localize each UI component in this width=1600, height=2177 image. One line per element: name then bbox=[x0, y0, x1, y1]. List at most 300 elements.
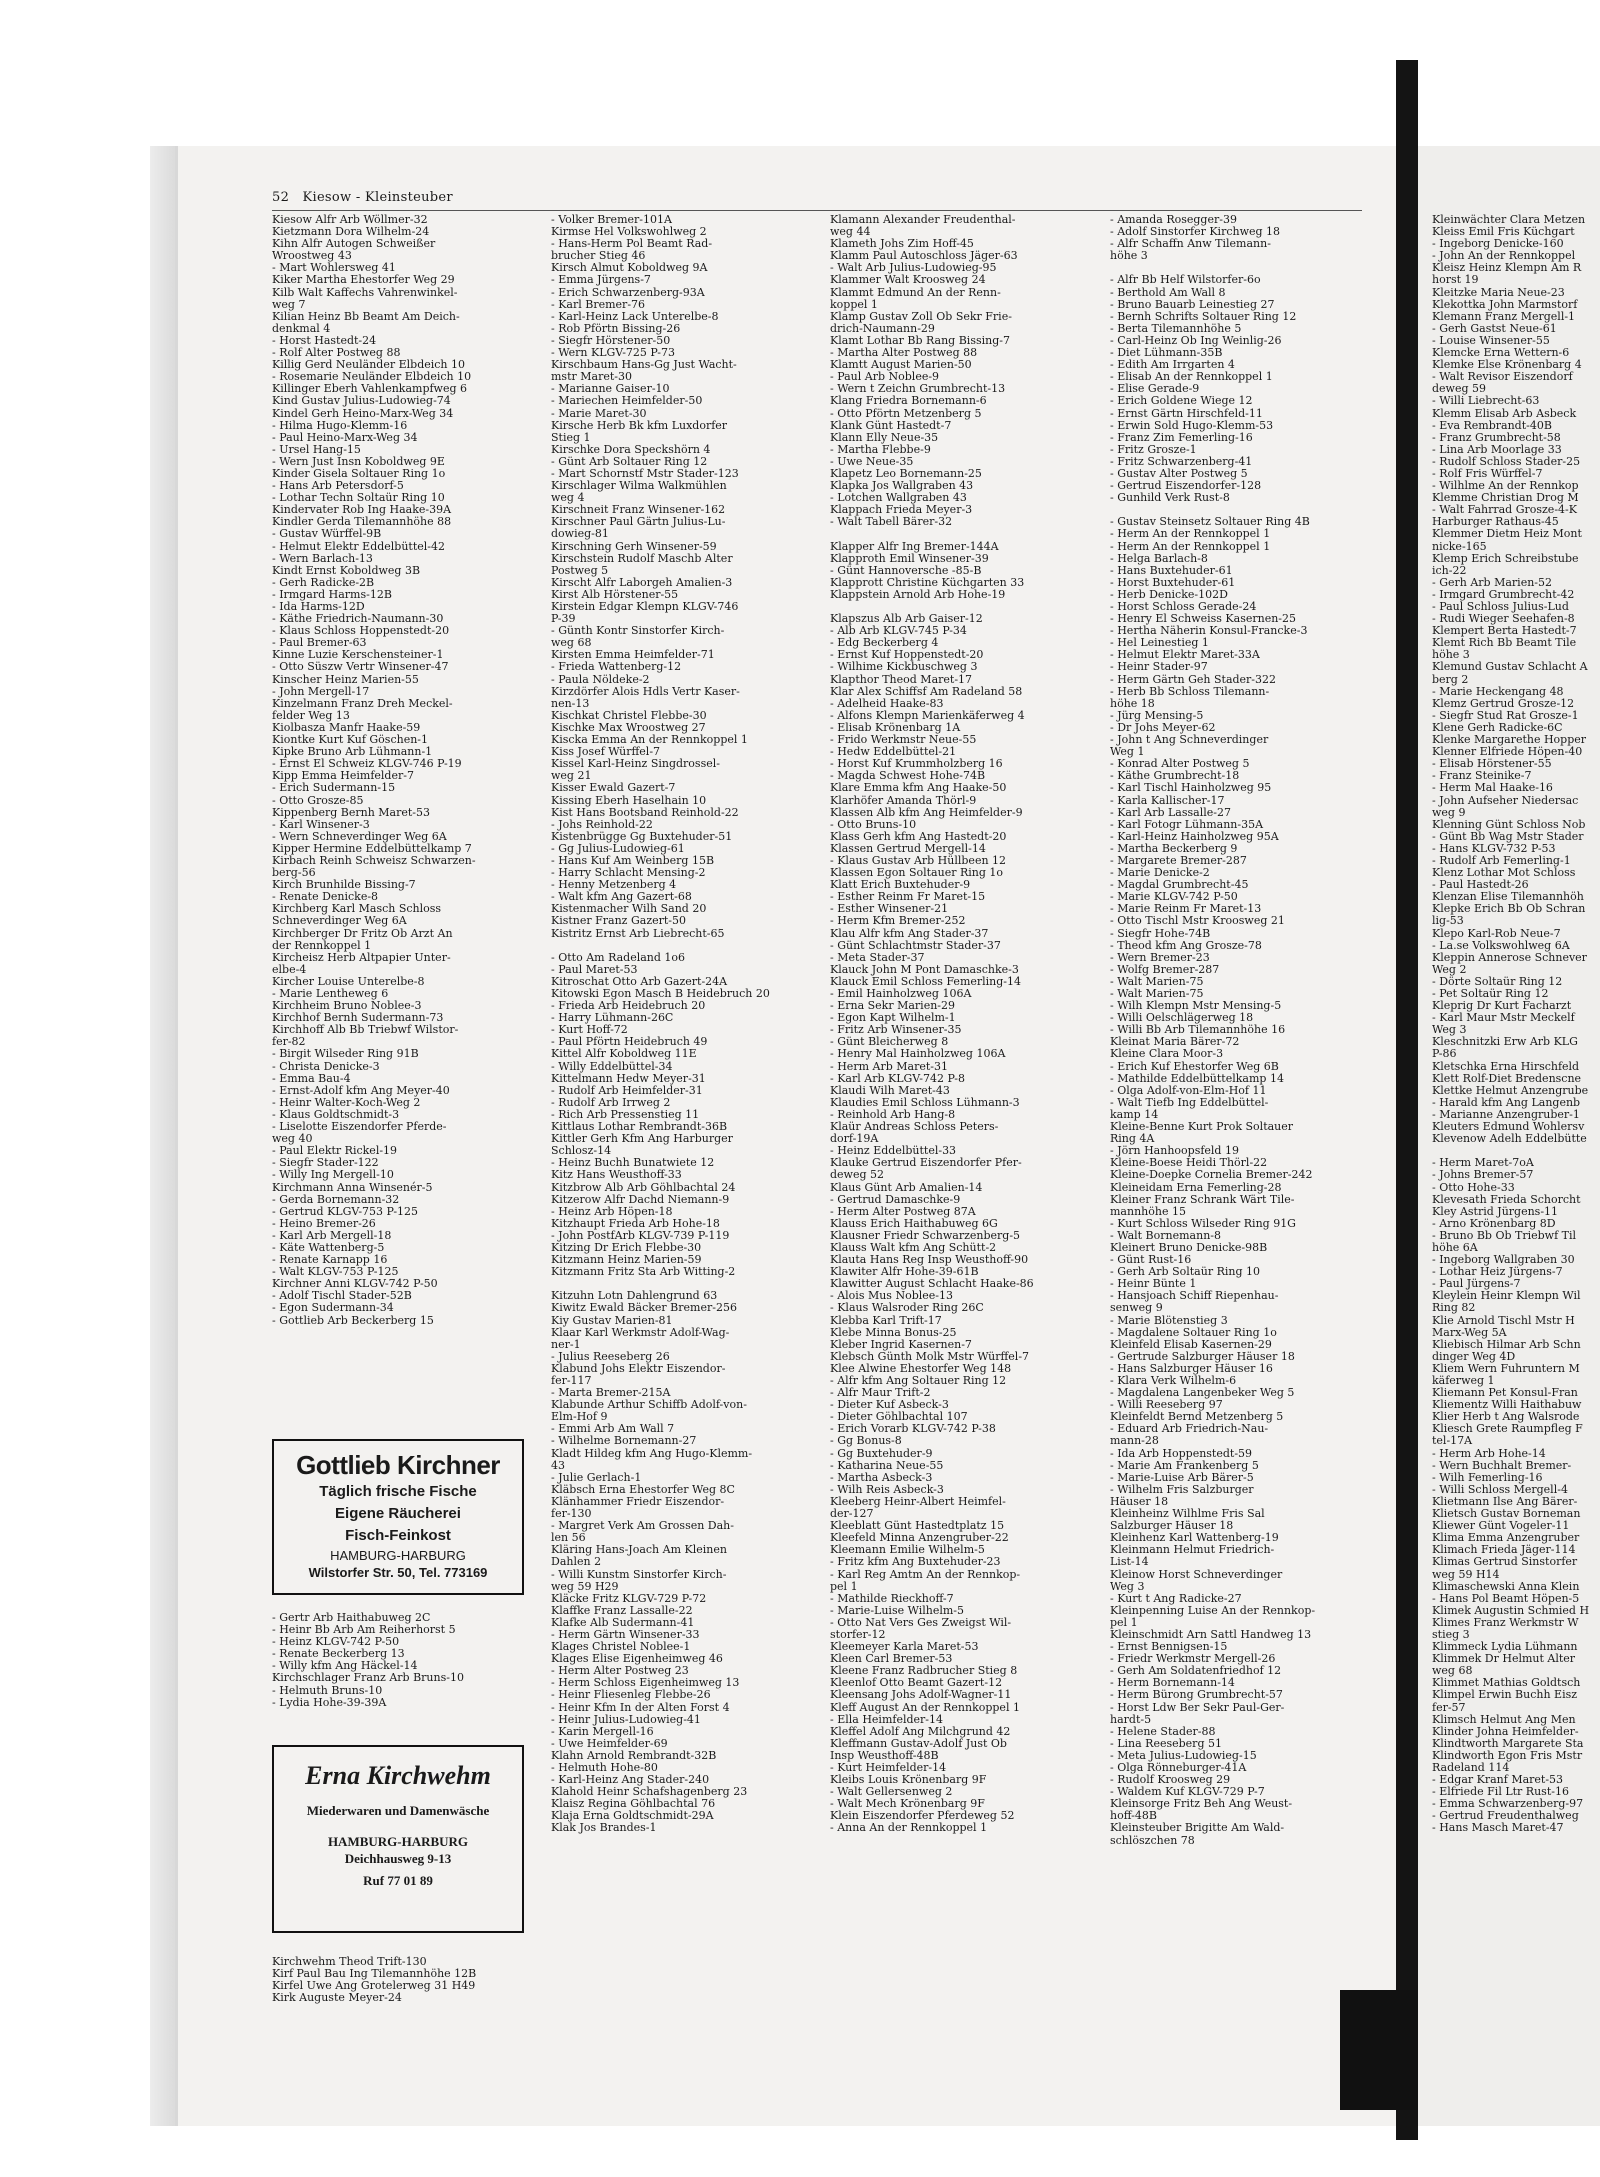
directory-entry: - Alfr Bb Helf Wilstorfer-6o bbox=[1110, 273, 1261, 287]
directory-entry: Kietzmann Dora Wilhelm-24 bbox=[272, 225, 430, 239]
directory-entry: Kleffmann Gustav-Adolf Just Ob bbox=[830, 1736, 1007, 1750]
directory-entry: Klimes Franz Werkmstr W bbox=[1432, 1615, 1579, 1629]
directory-entry: - Willy kfm Ang Häckel-14 bbox=[272, 1659, 418, 1673]
directory-entry: Kipp Emma Heimfelder-7 bbox=[272, 769, 414, 783]
directory-entry: Klinder Johna Heimfelder- bbox=[1432, 1724, 1579, 1738]
directory-entry: - Wern Barlach-13 bbox=[272, 551, 373, 565]
directory-entry: Klaffke Franz Lassalle-22 bbox=[551, 1603, 693, 1617]
ad-line: Fisch-Feinkost bbox=[345, 1527, 451, 1544]
directory-entry: Klepke Erich Bb Ob Schran bbox=[1432, 902, 1586, 916]
directory-entry: deweg 52 bbox=[830, 1168, 885, 1182]
directory-entry: tel-17A bbox=[1432, 1434, 1473, 1448]
directory-entry: Klameth Johs Zim Hoff-45 bbox=[830, 237, 974, 251]
directory-entry: - Frieda Arb Heidebruch 20 bbox=[551, 999, 706, 1013]
directory-entry: - Günth Kontr Sinstorfer Kirch- bbox=[551, 624, 725, 638]
directory-entry: - Meta Stader-37 bbox=[830, 950, 925, 964]
directory-entry: Kitroschat Otto Arb Gazert-24A bbox=[551, 974, 728, 988]
directory-entry: senweg 9 bbox=[1110, 1301, 1163, 1315]
page-title: Kiesow - Kleinsteuber bbox=[302, 190, 453, 205]
directory-entry: - Gunhild Verk Rust-8 bbox=[1110, 491, 1230, 505]
directory-entry: - Rudolf Kroosweg 29 bbox=[1110, 1773, 1231, 1787]
directory-entry: - Hansjoach Schiff Riepenhau- bbox=[1110, 1289, 1279, 1303]
directory-entry: - Rudolf Arb Femerling-1 bbox=[1432, 853, 1571, 867]
directory-entry: Klimmet Mathias Goldtsch bbox=[1432, 1676, 1581, 1690]
directory-entry: - Käthe Grumbrecht-18 bbox=[1110, 769, 1240, 783]
directory-entry: - Karl-Heinz Hainholzweg 95A bbox=[1110, 829, 1279, 843]
directory-entry: dowieg-81 bbox=[551, 527, 609, 541]
directory-entry: - Wern Just Insn Koboldweg 9E bbox=[272, 454, 445, 468]
directory-entry: - Kurt Schloss Wilseder Ring 91G bbox=[1110, 1216, 1296, 1230]
directory-entry: - Margret Verk Am Grossen Dah- bbox=[551, 1519, 734, 1533]
directory-entry: - Willi Oelschlägerweg 18 bbox=[1110, 1011, 1254, 1025]
directory-entry: - Gerh Arb Soltaür Ring 10 bbox=[1110, 1265, 1261, 1279]
directory-entry: - Magdal Grumbrecht-45 bbox=[1110, 878, 1249, 892]
directory-entry: höhe 18 bbox=[1110, 696, 1155, 710]
directory-entry: - Walt Marien-75 bbox=[1110, 987, 1204, 1000]
directory-entry: - Otto Bruns-10 bbox=[830, 817, 917, 831]
directory-entry: - Ernst Kuf Hoppenstedt-20 bbox=[830, 648, 984, 662]
directory-entry: nen-13 bbox=[551, 696, 590, 710]
directory-entry: Klemund Gustav Schlacht A bbox=[1432, 660, 1588, 674]
directory-entry: deweg 59 bbox=[1432, 382, 1487, 396]
directory-entry: - Heino Bremer-26 bbox=[272, 1216, 376, 1230]
directory-entry: kamp 14 bbox=[1110, 1107, 1159, 1121]
directory-entry: - Helmut Elektr Eddelbüttel-42 bbox=[272, 539, 446, 553]
directory-entry: 43 bbox=[551, 1458, 565, 1472]
directory-entry: - Walt Tabell Bärer-32 bbox=[830, 515, 953, 529]
directory-entry: - Karl Arb KLGV-742 P-8 bbox=[830, 1071, 965, 1085]
advertisement-kirchwehm bbox=[272, 1745, 524, 1933]
directory-entry: Kircheisz Herb Altpapier Unter- bbox=[272, 950, 451, 964]
directory-entry: Kindt Ernst Koboldweg 3B bbox=[272, 563, 421, 577]
directory-entry: - Herm Arb Maret-31 bbox=[830, 1059, 948, 1073]
directory-entry: Klenning Günt Schloss Nob bbox=[1432, 817, 1586, 831]
directory-entry: - Liselotte Eiszendorfer Pferde- bbox=[272, 1120, 447, 1134]
directory-entry: - Elise Gerade-9 bbox=[1110, 382, 1200, 396]
directory-entry: Kindervater Rob Ing Haake-39A bbox=[272, 503, 452, 517]
directory-entry: - Julius Reeseberg 26 bbox=[551, 1349, 670, 1363]
directory-entry: Kirfel Uwe Ang Grotelerweg 31 H49 bbox=[272, 1979, 476, 1993]
directory-entry: Kleensang Johs Adolf-Wagner-11 bbox=[830, 1688, 1012, 1702]
directory-entry: - Hans KLGV-732 P-53 bbox=[1432, 841, 1556, 855]
directory-entry: Klebsch Günth Molk Mstr Würffel-7 bbox=[830, 1349, 1030, 1363]
directory-entry: - Erich Kuf Ehestorfer Weg 6B bbox=[1110, 1059, 1279, 1073]
directory-entry: - Marie-Luise Wilhelm-5 bbox=[830, 1603, 965, 1617]
directory-entry: Klebba Karl Trift-17 bbox=[830, 1313, 942, 1327]
directory-entry: - Marie Lentheweg 6 bbox=[272, 987, 389, 1000]
directory-entry bbox=[830, 528, 1080, 540]
column-1-tail bbox=[272, 1956, 522, 2004]
directory-entry: - John An der Rennkoppel bbox=[1432, 249, 1576, 263]
directory-entry: - Marie Heckengang 48 bbox=[1432, 684, 1564, 698]
directory-entry: - Walt KLGV-753 P-125 bbox=[272, 1265, 399, 1279]
directory-entry: - Walt Tiefb Ing Eddelbüttel- bbox=[1110, 1095, 1269, 1109]
directory-entry: Klank Günt Hastedt-7 bbox=[830, 418, 952, 432]
directory-entry: Klimaschewski Anna Klein bbox=[1432, 1579, 1580, 1593]
directory-entry: - Friedr Werkmstr Mergell-26 bbox=[1110, 1652, 1276, 1666]
directory-entry: - Christa Denicke-3 bbox=[272, 1059, 380, 1073]
directory-entry: horst 19 bbox=[1432, 273, 1479, 287]
directory-entry: Klett Rolf-Diet Bredenscne bbox=[1432, 1071, 1582, 1085]
directory-entry: berg-56 bbox=[272, 866, 316, 880]
directory-entry: Kleinwächter Clara Metzen bbox=[1432, 214, 1586, 226]
directory-entry: - Elisab An der Rennkoppel 1 bbox=[1110, 370, 1273, 384]
directory-entry: - Dr Johs Meyer-62 bbox=[1110, 720, 1216, 734]
directory-entry: Killinger Eberh Vahlenkampfweg 6 bbox=[272, 382, 468, 396]
directory-entry: - Birgit Wilseder Ring 91B bbox=[272, 1047, 419, 1061]
directory-entry: - Arno Krönenbarg 8D bbox=[1432, 1216, 1556, 1230]
directory-entry: Kistritz Ernst Arb Liebrecht-65 bbox=[551, 926, 725, 940]
directory-entry: - Dörte Soltaür Ring 12 bbox=[1432, 974, 1563, 988]
directory-entry: Kistenbrügge Gg Buxtehuder-51 bbox=[551, 829, 733, 843]
directory-entry: - Magdalena Langenbeker Weg 5 bbox=[1110, 1386, 1295, 1400]
ad-title: Erna Kirchwehm bbox=[305, 1761, 491, 1790]
directory-entry: - Hans Salzburger Häuser 16 bbox=[1110, 1361, 1273, 1375]
directory-entry: - Klaus Gustav Arb Hüllbeen 12 bbox=[830, 853, 1007, 867]
directory-entry: mstr Maret-30 bbox=[551, 370, 632, 384]
directory-entry: Kliebisch Hilmar Arb Schn bbox=[1432, 1337, 1581, 1351]
directory-entry: Kiwitz Ewald Bäcker Bremer-256 bbox=[551, 1301, 737, 1315]
directory-entry: weg 44 bbox=[830, 225, 871, 239]
directory-entry: Kleinmann Helmut Friedrich- bbox=[1110, 1543, 1275, 1557]
directory-entry: Radeland 114 bbox=[1432, 1761, 1510, 1774]
directory-entry: ner-1 bbox=[551, 1337, 581, 1351]
directory-entry: Klenz Lothar Mot Schloss bbox=[1432, 866, 1576, 880]
directory-entry: Kleine-Benne Kurt Prok Soltauer bbox=[1110, 1120, 1294, 1134]
directory-entry: - Wern Buchhalt Bremer- bbox=[1432, 1458, 1572, 1472]
directory-entry: Kleylein Heinr Klempn Wil bbox=[1432, 1289, 1581, 1303]
directory-entry: - Harry Lühmann-26C bbox=[551, 1011, 674, 1025]
directory-entry: - Walt Bornemann-8 bbox=[1110, 1228, 1221, 1242]
directory-entry: weg 68 bbox=[551, 636, 592, 650]
directory-entry: - Mathilde Rieckhoff-7 bbox=[830, 1591, 954, 1605]
directory-entry: - Franz Steinike-7 bbox=[1432, 769, 1532, 783]
directory-entry: Kirchhof Bernh Sudermann-73 bbox=[272, 1011, 444, 1025]
directory-entry: - Henry Mal Hainholzweg 106A bbox=[830, 1047, 1006, 1061]
directory-entry: - Hans Kuf Am Weinberg 15B bbox=[551, 853, 715, 867]
directory-entry: Klafke Alb Sudermann-41 bbox=[551, 1615, 695, 1629]
directory-entry: Kipke Bruno Arb Lühmann-1 bbox=[272, 745, 433, 759]
directory-entry: - Alfons Klempn Marienkäferweg 4 bbox=[830, 708, 1025, 722]
directory-entry: Kischke Max Wroostweg 27 bbox=[551, 720, 706, 734]
directory-entry: denkmal 4 bbox=[272, 321, 331, 335]
directory-entry: Stieg 1 bbox=[551, 430, 591, 444]
directory-entry: Klauck Emil Schloss Femerling-14 bbox=[830, 974, 1022, 988]
directory-entry: felder Weg 13 bbox=[272, 708, 350, 722]
directory-entry: Kissing Eberh Haselhain 10 bbox=[551, 793, 707, 807]
directory-entry: - Käte Wattenberg-5 bbox=[272, 1240, 385, 1254]
directory-entry: Kitowski Egon Masch B Heidebruch 20 bbox=[551, 987, 770, 1000]
directory-entry: - Fritz kfm Ang Buxtehuder-23 bbox=[830, 1555, 1001, 1569]
directory-entry: Klammer Walt Kroosweg 24 bbox=[830, 273, 986, 287]
directory-entry: - John Mergell-17 bbox=[272, 684, 370, 698]
directory-entry: - Meta Julius-Ludowieg-15 bbox=[1110, 1748, 1257, 1762]
directory-entry: - Otto Pförtn Metzenberg 5 bbox=[830, 406, 982, 420]
directory-entry: Kirschlager Wilma Walkmühlen bbox=[551, 479, 727, 493]
directory-entry: - Emma Jürgens-7 bbox=[551, 273, 651, 287]
directory-entry: - Heinr Bb Arb Am Reiherhorst 5 bbox=[272, 1623, 456, 1637]
directory-entry: - Karl Bremer-76 bbox=[551, 297, 646, 311]
directory-entry: Klappach Frieda Meyer-3 bbox=[830, 503, 973, 517]
directory-entry: fer-117 bbox=[551, 1374, 592, 1387]
directory-entry: Kliementz Willi Haithabuw bbox=[1432, 1398, 1582, 1412]
directory-entry: - Günt Schlachtmstr Stader-37 bbox=[830, 938, 1001, 952]
directory-entry: - Karl Arb Mergell-18 bbox=[272, 1228, 392, 1242]
directory-entry: Kirschbaum Hans-Gg Just Wacht- bbox=[551, 358, 737, 372]
directory-entry: - Mart Schornstf Mstr Stader-123 bbox=[551, 466, 739, 480]
directory-entry: Kiker Martha Ehestorfer Weg 29 bbox=[272, 273, 455, 287]
directory-entry: Klietmann Ilse Ang Bärer- bbox=[1432, 1494, 1578, 1508]
directory-entry: Kirstein Edgar Klempn KLGV-746 bbox=[551, 600, 739, 613]
directory-entry: Kirschner Paul Gärtn Julius-Lu- bbox=[551, 515, 726, 529]
directory-entry: - Gertrud Eiszendorfer-128 bbox=[1110, 479, 1262, 493]
directory-entry: - Heinz Buchh Bunatwiete 12 bbox=[551, 1156, 715, 1170]
directory-entry: - Wilhelm Fris Salzburger bbox=[1110, 1482, 1254, 1496]
directory-entry: - Rolf Alter Postweg 88 bbox=[272, 346, 401, 360]
directory-entry: - Wilhelme Bornemann-27 bbox=[551, 1434, 697, 1448]
scan-edge bbox=[1340, 1990, 1418, 2110]
directory-entry: Kirchmann Anna Winsenér-5 bbox=[272, 1180, 433, 1194]
directory-entry: Kirsch Almut Koboldweg 9A bbox=[551, 261, 708, 275]
directory-entry: Kipper Hermine Eddelbüttelkamp 7 bbox=[272, 841, 472, 855]
directory-entry: - Horst Hastedt-24 bbox=[272, 333, 377, 347]
directory-entry: - Wilh Reis Asbeck-3 bbox=[830, 1482, 944, 1496]
directory-entry: - Willy Eddelbüttel-34 bbox=[551, 1059, 673, 1073]
directory-entry: - Erich Vorarb KLGV-742 P-38 bbox=[830, 1422, 996, 1436]
directory-entry: - Reinhold Arb Hang-8 bbox=[830, 1107, 956, 1121]
directory-entry: - Paul Maret-53 bbox=[551, 962, 638, 976]
directory-entry: - Martha Alter Postweg 88 bbox=[830, 346, 978, 360]
directory-entry: - Emmi Arb Am Wall 7 bbox=[551, 1422, 675, 1436]
directory-entry: - Jörn Hanhoopsfeld 19 bbox=[1110, 1144, 1239, 1158]
directory-entry: Klapper Alfr Ing Bremer-144A bbox=[830, 539, 999, 553]
directory-entry: - Herm Maret-7oA bbox=[1432, 1156, 1534, 1170]
directory-entry: - Mathilde Eddelbüttelkamp 14 bbox=[1110, 1071, 1284, 1085]
directory-entry: - Olga Rönneburger-41A bbox=[1110, 1761, 1247, 1774]
directory-entry: - Herm Mal Haake-16 bbox=[1432, 781, 1553, 795]
directory-entry: - Renate Karnapp 16 bbox=[272, 1253, 388, 1267]
directory-entry: Klepo Karl-Rob Neue-7 bbox=[1432, 926, 1561, 940]
directory-entry: Klappstein Arnold Arb Hohe-19 bbox=[830, 587, 1006, 601]
directory-entry: - Walt Fahrrad Grosze-4-K bbox=[1432, 503, 1577, 517]
page-header bbox=[272, 190, 453, 205]
directory-entry: Wroostweg 43 bbox=[272, 249, 352, 263]
directory-entry: weg 7 bbox=[272, 297, 306, 311]
directory-entry: - Helmuth Hohe-80 bbox=[551, 1761, 658, 1774]
directory-entry: - Franz Grumbrecht-58 bbox=[1432, 430, 1561, 444]
directory-entry: Dahlen 2 bbox=[551, 1555, 602, 1569]
directory-entry: Klevenow Adelh Eddelbütte bbox=[1432, 1132, 1587, 1146]
directory-entry: Kirchwehm Theod Trift-130 bbox=[272, 1955, 427, 1968]
directory-entry: Klammt Edmund An der Renn- bbox=[830, 285, 1001, 299]
directory-entry: Kleine-Doepke Cornelia Bremer-242 bbox=[1110, 1168, 1313, 1182]
directory-entry: - Walt Arb Julius-Ludowieg-95 bbox=[830, 261, 997, 275]
directory-entry: - Bruno Bb Ob Triebwf Til bbox=[1432, 1228, 1577, 1242]
directory-entry: - Günt Rust-16 bbox=[1110, 1253, 1192, 1267]
directory-entry: Klemann Franz Mergell-1 bbox=[1432, 309, 1576, 323]
directory-entry: - Alfr Schaffn Anw Tilemann- bbox=[1110, 237, 1271, 251]
directory-entry: - Renate Denicke-8 bbox=[272, 890, 379, 904]
directory-entry: - Lothar Techn Soltaür Ring 10 bbox=[272, 491, 445, 505]
directory-entry: käferweg 1 bbox=[1432, 1374, 1495, 1387]
directory-entry: - Heinr Kfm In der Alten Forst 4 bbox=[551, 1700, 730, 1714]
directory-entry: - Alb Arb KLGV-745 P-34 bbox=[830, 624, 967, 638]
directory-entry: Kirmse Hel Volkswohlweg 2 bbox=[551, 225, 707, 239]
directory-entry: - Ernst El Schweiz KLGV-746 P-19 bbox=[272, 757, 462, 771]
directory-entry: - Martha Asbeck-3 bbox=[830, 1470, 933, 1484]
directory-entry: Kleisz Heinz Klempn Am R bbox=[1432, 261, 1582, 275]
directory-entry: Klimas Gertrud Sinstorfer bbox=[1432, 1555, 1578, 1569]
directory-entry: - Anna An der Rennkoppel 1 bbox=[830, 1821, 988, 1835]
directory-entry: weg 4 bbox=[551, 491, 585, 505]
directory-entry: storfer-12 bbox=[830, 1627, 886, 1641]
directory-entry: - Lydia Hohe-39-39A bbox=[272, 1695, 387, 1709]
directory-entry: Kirchschlager Franz Arb Bruns-10 bbox=[272, 1671, 464, 1685]
directory-entry: - Karla Kallischer-17 bbox=[1110, 793, 1225, 807]
directory-entry: Klene Gerh Radicke-6C bbox=[1432, 720, 1563, 734]
directory-entry: Klimmek Dr Helmut Alter bbox=[1432, 1652, 1576, 1666]
directory-entry: - Adolf Sinstorfer Kirchweg 18 bbox=[1110, 225, 1281, 239]
directory-entry: - Lotchen Wallgraben 43 bbox=[830, 491, 967, 505]
directory-entry: - Hel Leinestieg 1 bbox=[1110, 636, 1209, 650]
directory-entry: Kladt Hildeg kfm Ang Hugo-Klemm- bbox=[551, 1446, 753, 1460]
directory-entry: - Walt kfm Ang Gazert-68 bbox=[551, 890, 692, 904]
directory-entry: - Marie Maret-30 bbox=[551, 406, 647, 420]
directory-entry: Kleine Clara Moor-3 bbox=[1110, 1047, 1224, 1061]
directory-entry: mann-28 bbox=[1110, 1434, 1159, 1448]
directory-entry: - Ida Harms-12D bbox=[272, 600, 365, 613]
directory-entry: - Egon Kapt Wilhelm-1 bbox=[830, 1011, 956, 1025]
directory-entry: - Mart Wohlersweg 41 bbox=[272, 261, 396, 275]
directory-entry: Kliewer Günt Vogeler-11 bbox=[1432, 1519, 1570, 1533]
ad-address: Deichhausweg 9-13 bbox=[344, 1851, 452, 1866]
directory-entry: - Hedw Eddelbüttel-21 bbox=[830, 745, 957, 759]
directory-entry: Klemcke Erna Wettern-6 bbox=[1432, 346, 1570, 360]
directory-entry: Kirschning Gerh Winsener-59 bbox=[551, 539, 717, 553]
directory-entry: - Henry El Schweiss Kasernen-25 bbox=[1110, 612, 1297, 626]
directory-entry: - Günt Hannoversche -85-B bbox=[830, 563, 982, 577]
directory-entry: Kindel Gerh Heino-Marx-Weg 34 bbox=[272, 406, 454, 420]
directory-entry: Weg 3 bbox=[1110, 1579, 1145, 1593]
directory-entry: Kirchheim Bruno Noblee-3 bbox=[272, 999, 422, 1013]
directory-entry: Kirchberger Dr Fritz Ob Arzt An bbox=[272, 926, 453, 940]
directory-entry: Kirchberg Karl Masch Schloss bbox=[272, 902, 442, 916]
directory-entry: - Willi Liebrecht-63 bbox=[1432, 394, 1540, 408]
directory-entry: weg 40 bbox=[272, 1132, 313, 1146]
directory-entry: Schlosz-14 bbox=[551, 1144, 612, 1158]
directory-entry: - Gertrud Damaschke-9 bbox=[830, 1192, 961, 1206]
directory-entry: Klamann Alexander Freudenthal- bbox=[830, 214, 1016, 226]
directory-entry: Kirschstein Rudolf Maschb Alter bbox=[551, 551, 733, 565]
directory-entry: der Rennkoppel 1 bbox=[272, 938, 372, 952]
directory-entry: Kliesch Grete Raumpfleg F bbox=[1432, 1422, 1583, 1436]
directory-entry: List-14 bbox=[1110, 1555, 1149, 1569]
page-binding-shadow bbox=[150, 146, 178, 2126]
directory-entry: - Rob Pförtn Bissing-26 bbox=[551, 321, 681, 335]
ad-line: Täglich frische Fische bbox=[319, 1483, 477, 1500]
directory-entry: Klie Arnold Tischl Mstr H bbox=[1432, 1313, 1575, 1327]
directory-entry: stieg 3 bbox=[1432, 1627, 1470, 1641]
directory-entry: - Walt Mech Krönenbarg 9F bbox=[830, 1797, 985, 1811]
directory-entry: - Hertha Näherin Konsul-Francke-3 bbox=[1110, 624, 1308, 638]
directory-entry: der-127 bbox=[830, 1507, 874, 1521]
directory-entry: - Adelheid Haake-83 bbox=[830, 696, 944, 710]
directory-entry: - Esther Winsener-21 bbox=[830, 902, 949, 916]
directory-entry: Kittler Gerh Kfm Ang Harburger bbox=[551, 1132, 733, 1146]
ad-address: Wilstorfer Str. 50, Tel. 773169 bbox=[308, 1565, 488, 1580]
directory-entry: - Heinr Fliesenleg Flebbe-26 bbox=[551, 1688, 711, 1702]
directory-entry: - Louise Winsener-55 bbox=[1432, 333, 1550, 347]
directory-entry: - Herm Schloss Eigenheimweg 13 bbox=[551, 1676, 740, 1690]
directory-entry: Kittel Alfr Koboldweg 11E bbox=[551, 1047, 697, 1061]
directory-entry: Kliem Wern Fuhruntern M bbox=[1432, 1361, 1580, 1375]
directory-entry: - Herm An der Rennkoppel 1 bbox=[1110, 527, 1271, 541]
directory-entry: Klimek Augustin Schmied H bbox=[1432, 1603, 1590, 1617]
directory-entry: - Gerh Arb Marien-52 bbox=[1432, 575, 1552, 589]
directory-entry: - Paul Schloss Julius-Lud bbox=[1432, 600, 1569, 613]
directory-entry: - Lina Reeseberg 51 bbox=[1110, 1736, 1222, 1750]
directory-entry: - Walt Gellersenweg 2 bbox=[830, 1785, 953, 1799]
directory-entry: Klare Emma kfm Ang Haake-50 bbox=[830, 781, 1007, 795]
directory-entry: Kleefeld Minna Anzengruber-22 bbox=[830, 1531, 1009, 1545]
directory-entry: - Paul Hastedt-26 bbox=[1432, 878, 1529, 892]
directory-entry: - Karl Reg Amtm An der Rennkop- bbox=[830, 1567, 1021, 1581]
directory-entry: Kirschke Dora Speckshörn 4 bbox=[551, 442, 711, 456]
directory-entry: Elm-Hof 9 bbox=[551, 1410, 608, 1424]
directory-entry: - Wilh Klempn Mstr Mensing-5 bbox=[1110, 999, 1282, 1013]
directory-entry: - Frido Werkmstr Neue-55 bbox=[830, 733, 977, 747]
directory-entry: Weg 1 bbox=[1110, 745, 1145, 759]
directory-entry: - Horst Schloss Gerade-24 bbox=[1110, 600, 1257, 613]
directory-entry: - Dieter Göhlbachtal 107 bbox=[830, 1410, 968, 1424]
directory-entry: - Günt Arb Soltauer Ring 12 bbox=[551, 454, 708, 468]
directory-entry: Kirscht Alfr Laborgeh Amalien-3 bbox=[551, 575, 733, 589]
directory-entry: Kiscka Emma An der Rennkoppel 1 bbox=[551, 733, 748, 747]
directory-entry: Kitzhaupt Frieda Arb Hohe-18 bbox=[551, 1216, 720, 1230]
column-2 bbox=[551, 214, 801, 1835]
directory-entry: Kischkat Christel Flebbe-30 bbox=[551, 708, 707, 722]
directory-entry: Ring 82 bbox=[1432, 1301, 1476, 1315]
directory-entry: Kleinheinz Wilhlme Fris Sal bbox=[1110, 1507, 1265, 1521]
directory-entry: - Wern Bremer-23 bbox=[1110, 950, 1210, 964]
directory-entry: Klauta Hans Reg Insp Weusthoff-90 bbox=[830, 1253, 1029, 1267]
directory-entry: - Otto Süszw Vertr Winsener-47 bbox=[272, 660, 449, 674]
directory-entry: - Marianne Gaiser-10 bbox=[551, 382, 670, 396]
directory-entry: nicke-165 bbox=[1432, 539, 1487, 553]
directory-entry: Klauke Gertrud Eiszendorfer Pfer- bbox=[830, 1156, 1022, 1170]
directory-entry: Klauss Walt kfm Ang Schütt-2 bbox=[830, 1240, 997, 1254]
directory-entry: Kindler Gerda Tilemannhöhe 88 bbox=[272, 515, 452, 529]
directory-entry: - Hilma Hugo-Klemm-16 bbox=[272, 418, 408, 432]
directory-entry: - Otto Grosze-85 bbox=[272, 793, 364, 807]
directory-entry: Kittelmann Hedw Meyer-31 bbox=[551, 1071, 706, 1085]
directory-entry: - Herb Denicke-102D bbox=[1110, 587, 1228, 601]
column-5-adjacent-page bbox=[1432, 214, 1600, 1835]
directory-entry: - Gertrude Salzburger Häuser 18 bbox=[1110, 1349, 1295, 1363]
directory-entry: - Erich Sudermann-15 bbox=[272, 781, 396, 795]
ad-phone: Ruf 77 01 89 bbox=[363, 1873, 433, 1888]
directory-entry: - Klaus Schloss Hoppenstedt-20 bbox=[272, 624, 450, 638]
directory-entry: - Marta Bremer-215A bbox=[551, 1386, 671, 1400]
directory-entry: Klausner Friedr Schwarzenberg-5 bbox=[830, 1228, 1021, 1242]
directory-entry: Kirzdörfer Alois Hdls Vertr Kaser- bbox=[551, 684, 740, 698]
directory-entry: Kleffel Adolf Ang Milchgrund 42 bbox=[830, 1724, 1011, 1738]
directory-entry: - Karl Fotogr Lühmann-35A bbox=[1110, 817, 1264, 831]
directory-entry: Klein Eiszendorfer Pferdeweg 52 bbox=[830, 1809, 1015, 1823]
directory-entry: - John Aufseher Niedersac bbox=[1432, 793, 1579, 807]
directory-entry: Kleiner Franz Schrank Wärt Tile- bbox=[1110, 1192, 1295, 1206]
directory-entry: Kilb Walt Kaffechs Vahrenwinkel- bbox=[272, 285, 458, 299]
